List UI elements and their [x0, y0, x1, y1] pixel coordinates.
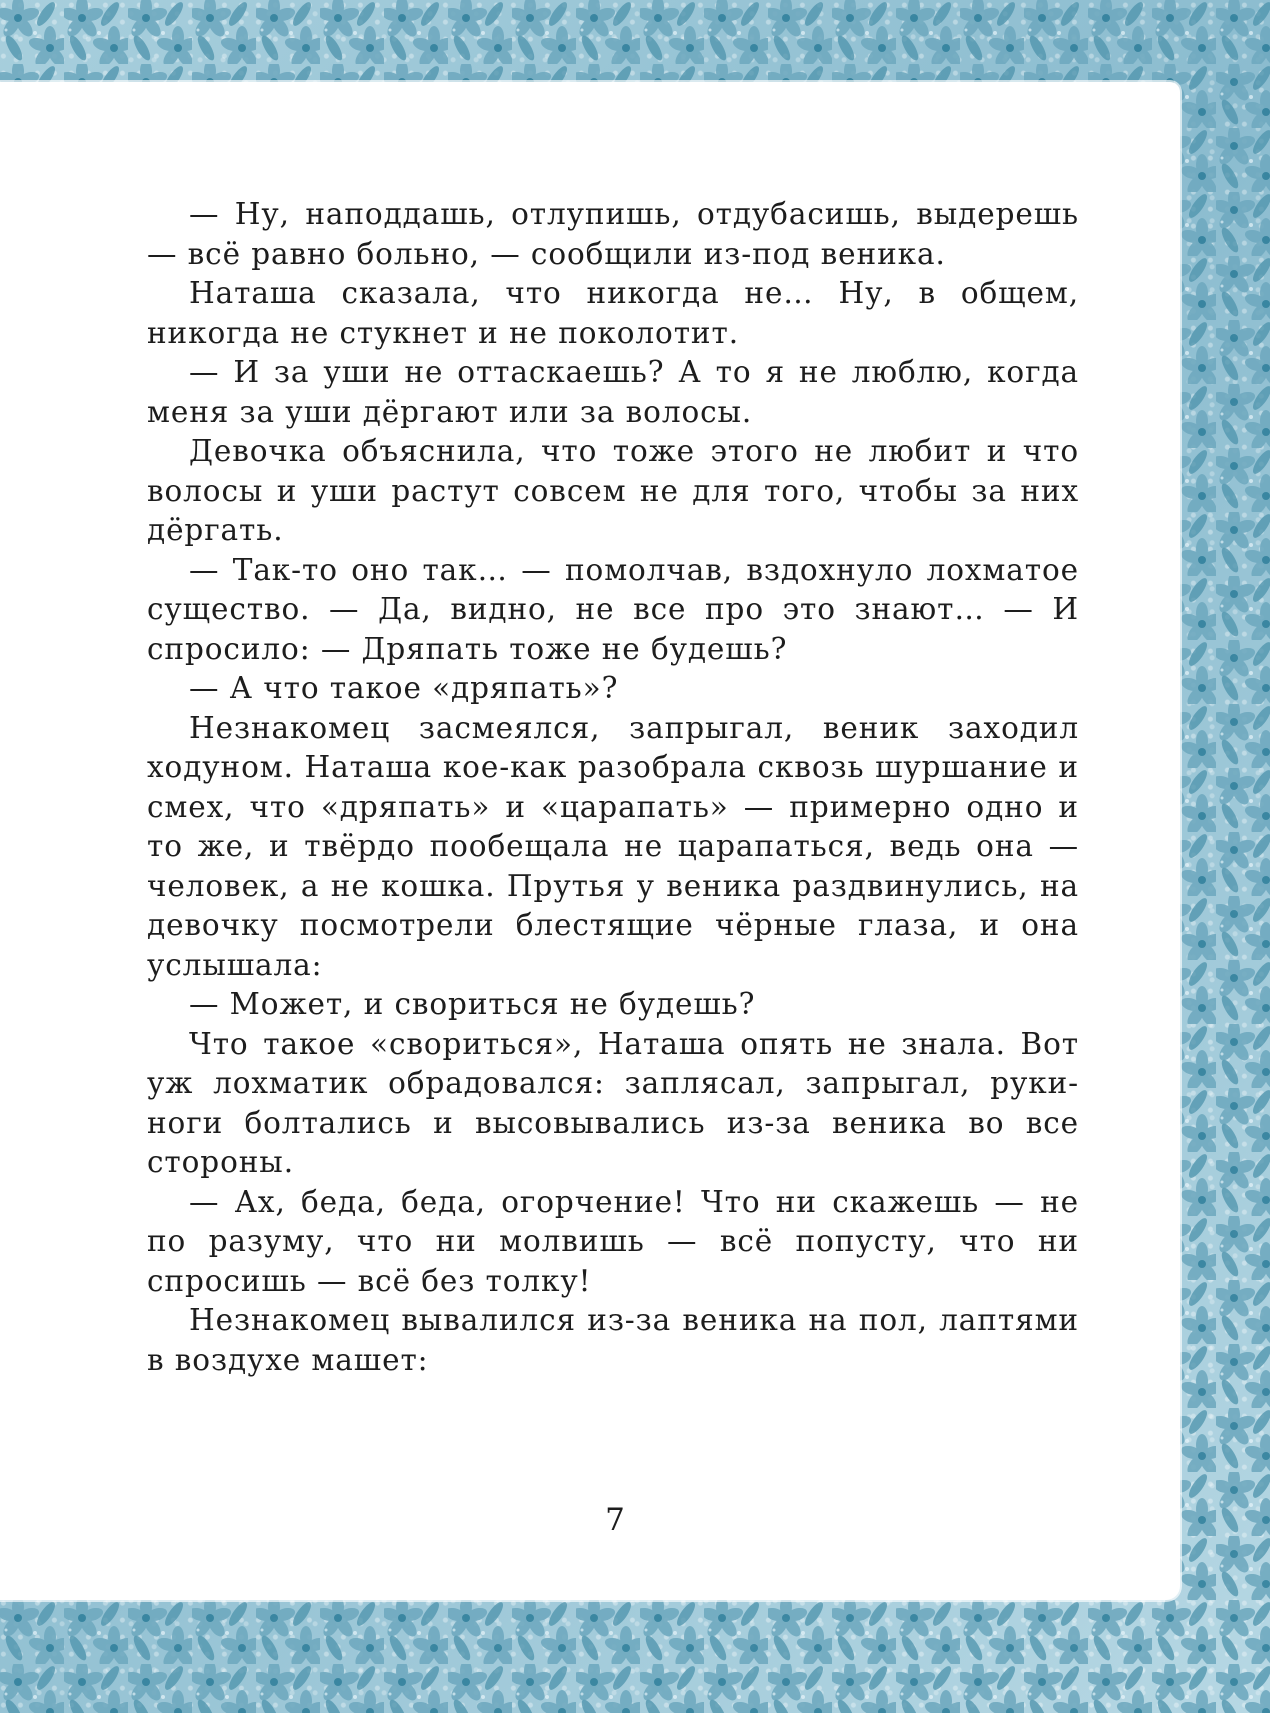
page-number: 7 — [605, 1502, 625, 1538]
paragraph: Незнакомец засмеялся, запрыгал, веник заходил ходуном. Наташа кое-как разобрала сквозь шуршание и смех, что «дряпать» и «царапать» — примерно одно и то же, и твёрдо пообещала не царапаться, ведь она — человек, а не кошка. Прутья у веника раздвинулись, на девочку посмотрели блестящие чёрные глаза, и она услышала: — [147, 710, 1079, 982]
paragraph: — Ну, наподдашь, отлупишь, отдубасишь, выдерешь — всё равно больно, — сообщили из-под веника. — [147, 197, 1079, 271]
paragraph: Незнакомец вывалился из-за веника на пол, лаптями в воздухе машет: — [147, 1303, 1079, 1377]
paragraph: — Может, и свориться не будешь? — [189, 987, 756, 1021]
paragraph: — Так-то оно так… — помолчав, вздохнуло лохматое существо. — Да, видно, не все про это знают… — И спросило: — Дряпать тоже не будешь? — [147, 552, 1079, 666]
paragraph: Что такое «свориться», Наташа опять не знала. Вот уж лохматик обрадовался: заплясал, запрыгал, руки-ноги болтались и высовывались из-за веника во все стороны. — [147, 1026, 1079, 1179]
paragraph: Девочка объяснила, что тоже этого не любит и что волосы и уши растут совсем не для того, чтобы за них дёргать. — [147, 434, 1079, 547]
paragraph: — Ах, беда, беда, огорчение! Что ни скажешь — не по разуму, что ни молвишь — всё попусту, что ни спросишь — всё без толку! — [147, 1184, 1079, 1298]
paragraph: — А что такое «дряпать»? — [189, 671, 619, 705]
story-text — [147, 195, 1079, 1380]
paragraph: — И за уши не оттаскаешь? А то я не люблю, когда меня за уши дёргают или за волосы. — [147, 355, 1079, 429]
paragraph: Наташа сказала, что никогда не… Ну, в общем, никогда не стукнет и не поколотит. — [147, 276, 1079, 350]
